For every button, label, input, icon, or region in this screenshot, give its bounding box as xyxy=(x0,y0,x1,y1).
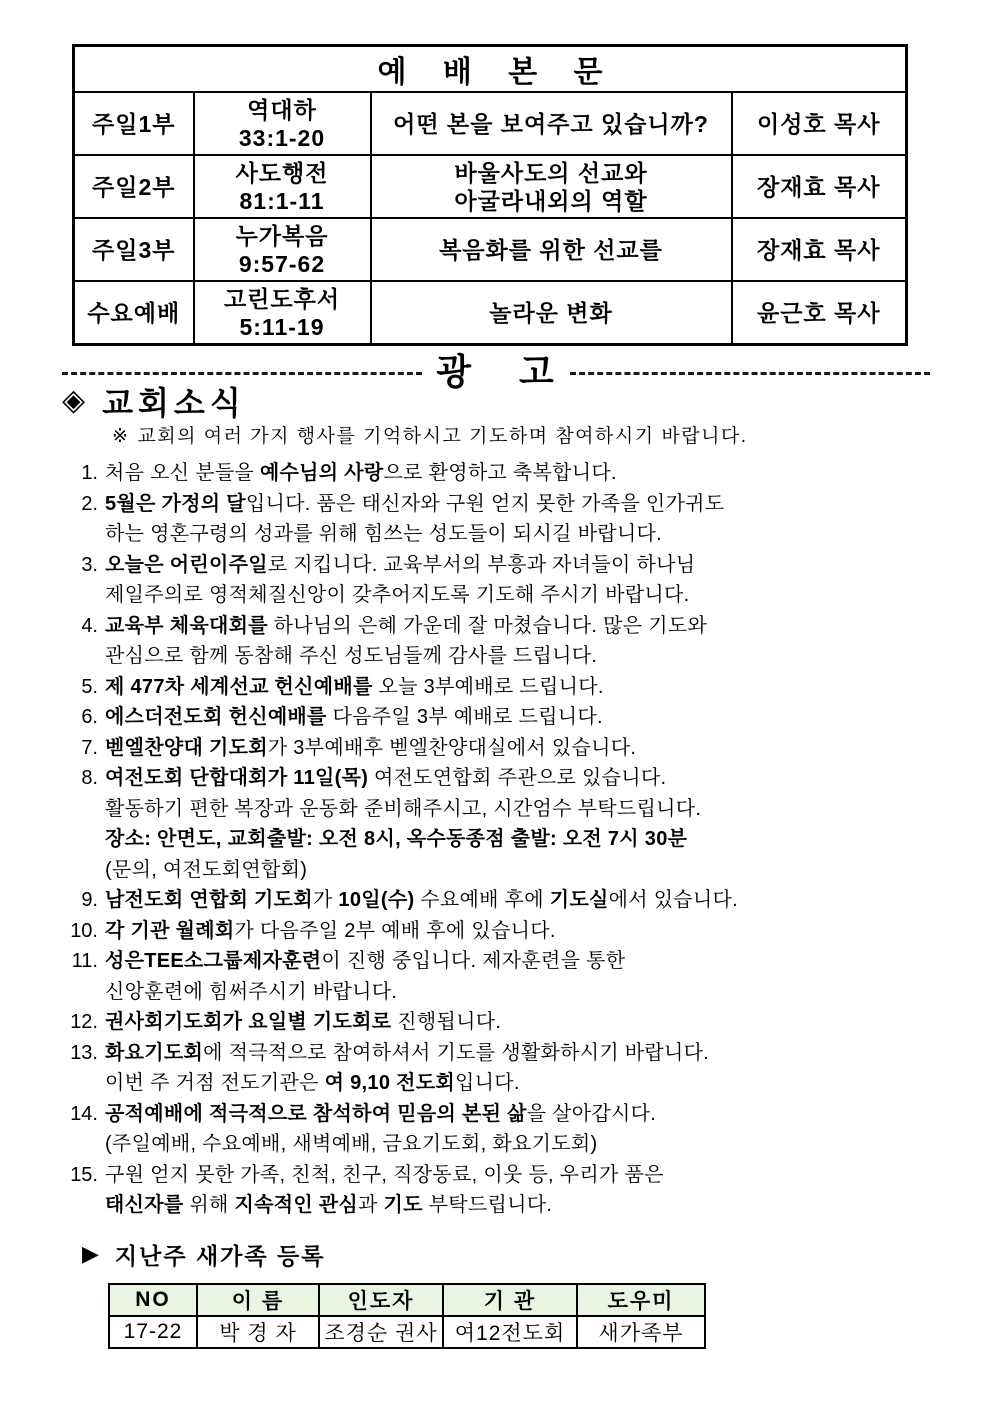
announcement-lines xyxy=(105,672,604,703)
pastor-cell: 장재효 목사 xyxy=(732,155,907,218)
announcement-item xyxy=(62,672,934,703)
announcement-item xyxy=(62,1099,934,1160)
announcement-list xyxy=(62,458,934,1221)
announcement-item xyxy=(62,1007,934,1038)
announcement-number: 15. xyxy=(70,1163,98,1186)
text-run: 교육부 체육대회를 xyxy=(105,614,268,637)
triangle-icon: ▶ xyxy=(82,1241,101,1267)
announcement-number: 1. xyxy=(81,462,98,484)
announcement-lines xyxy=(105,1038,709,1099)
scripture-line: 역대하 xyxy=(247,96,317,123)
text-run: 수요예배 후에 xyxy=(414,889,550,911)
text-run: 관심으로 함께 동참해 주신 성도님들께 감사를 드립니다. xyxy=(105,645,598,667)
worship-table xyxy=(72,44,908,346)
new-family-table-header-row xyxy=(109,1284,705,1316)
text-run: 예수님의 사랑 xyxy=(259,462,384,484)
text-run: 위해 xyxy=(183,1194,235,1216)
text-run: 남전도회 연합회 기도회 xyxy=(105,889,313,911)
announcement-number: 9. xyxy=(81,889,98,911)
text-run: 하나님의 은혜 가운데 잘 마쳤습니다. 많은 기도와 xyxy=(267,614,708,637)
announcement-line xyxy=(105,855,701,886)
announcement-number: 2. xyxy=(81,492,98,515)
announcement-item xyxy=(62,733,934,764)
scripture-line: 사도행전 xyxy=(235,159,329,186)
announcement-lines xyxy=(105,611,707,672)
sermon-title-line: 놀라운 변화 xyxy=(489,299,613,326)
announcement-line xyxy=(105,763,701,794)
announcement-line xyxy=(105,733,636,764)
announcement-item xyxy=(62,458,934,489)
announcement-number: 12. xyxy=(70,1011,98,1033)
announcement-line xyxy=(105,1160,664,1191)
announcements-divider-label: 광 고 xyxy=(436,350,556,392)
new-family-header-cell: 도우미 xyxy=(577,1284,705,1316)
scripture-cell xyxy=(194,218,371,281)
announcement-number: 10. xyxy=(70,919,98,942)
worship-table-row xyxy=(74,92,907,155)
announcement-line xyxy=(105,611,707,642)
text-run: 공적예배에 적극적으로 참석하여 믿음의 본된 삶 xyxy=(105,1102,527,1125)
announcement-number: 11. xyxy=(71,950,98,972)
divider-dash-right xyxy=(570,372,930,375)
announcement-number: 14. xyxy=(70,1102,98,1125)
text-run: 가 다음주일 2부 예배 후에 있습니다. xyxy=(234,919,556,942)
text-run: 벧엘찬양대 기도회 xyxy=(105,736,268,759)
worship-table-row xyxy=(74,218,907,281)
sermon-title-cell xyxy=(371,92,732,155)
new-family-cell: 17-22 xyxy=(109,1316,197,1348)
announcement-line xyxy=(105,1068,709,1099)
announcement-line xyxy=(105,641,707,672)
announcement-lines xyxy=(105,916,556,947)
sermon-title-cell xyxy=(371,218,732,281)
scripture-line: 81:1-11 xyxy=(239,187,325,214)
announcement-lines xyxy=(105,1160,664,1221)
announcement-item xyxy=(62,550,934,611)
new-family-cell: 조경순 권사 xyxy=(319,1316,443,1348)
announcement-lines xyxy=(105,550,695,611)
text-run: 5월은 가정의 달 xyxy=(105,492,246,515)
announcement-item xyxy=(62,1160,934,1221)
announcement-number: 13. xyxy=(70,1041,98,1064)
announcement-line xyxy=(105,550,695,581)
text-run: 으로 환영하고 축복합니다. xyxy=(383,462,617,484)
text-run: 가 xyxy=(312,889,339,911)
announcement-number: 6. xyxy=(81,706,98,728)
announcement-line xyxy=(105,672,604,703)
text-run: 권사회기도회가 요일별 기도회로 xyxy=(105,1011,392,1033)
worship-table-title: 예 배 본 문 xyxy=(74,46,907,93)
announcement-line xyxy=(105,946,625,977)
text-run: 여 9,10 전도회 xyxy=(324,1072,455,1094)
service-cell: 주일2부 xyxy=(74,155,194,218)
text-run: (주일예배, 수요예배, 새벽예배, 금요기도회, 화요기도회) xyxy=(105,1133,598,1155)
service-cell: 주일3부 xyxy=(74,218,194,281)
announcement-line xyxy=(105,519,724,550)
church-news-heading-label: 교회소식 xyxy=(102,385,246,421)
text-run: 에스더전도회 헌신예배를 xyxy=(105,706,327,728)
text-run: 진행됩니다. xyxy=(391,1011,502,1033)
reference-mark-icon: ※ xyxy=(112,426,130,447)
text-run: 제일주의로 영적체질신앙이 갖추어지도록 기도해 주시기 바랍니다. xyxy=(105,584,690,606)
sermon-title-line: 어떤 본을 보여주고 있습니까? xyxy=(393,110,709,137)
divider-dash-left xyxy=(62,372,422,375)
announcement-line xyxy=(105,580,695,611)
announcement-line xyxy=(105,1099,656,1130)
text-run: 여전도회 단합대회가 11일(목) xyxy=(105,767,369,789)
text-run: 이 진행 중입니다. 제자훈련을 통한 xyxy=(321,950,626,972)
service-cell: 주일1부 xyxy=(74,92,194,155)
announcement-lines xyxy=(105,885,738,916)
announcement-line xyxy=(105,1007,501,1038)
announcement-line xyxy=(105,885,738,916)
announcement-item xyxy=(62,763,934,885)
announcement-line xyxy=(105,794,701,825)
scripture-cell xyxy=(194,155,371,218)
text-run: 처음 오신 분들을 xyxy=(105,462,260,484)
new-family-header-cell: NO xyxy=(109,1284,197,1316)
new-family-cell: 새가족부 xyxy=(577,1316,705,1348)
new-family-heading xyxy=(82,1238,325,1271)
sermon-title-line: 바울사도의 선교와 xyxy=(454,159,648,186)
announcement-lines xyxy=(105,702,603,733)
announcement-line xyxy=(105,458,617,489)
text-run: 입니다. 품은 태신자와 구원 얻지 못한 가족을 인가귀도 xyxy=(245,492,725,515)
announcement-item xyxy=(62,916,934,947)
new-family-table xyxy=(108,1283,706,1349)
service-cell: 수요예배 xyxy=(74,281,194,345)
announcement-number: 4. xyxy=(81,614,98,637)
scripture-line: 9:57-62 xyxy=(238,250,326,277)
announcement-item xyxy=(62,702,934,733)
new-family-header-cell: 기 관 xyxy=(443,1284,577,1316)
text-run: (문의, 여전도회연합회) xyxy=(105,858,308,881)
text-run: 이번 주 거점 전도기관은 xyxy=(105,1072,325,1094)
sermon-title-line: 복음화를 위한 선교를 xyxy=(439,236,663,263)
text-run: 입니다. xyxy=(454,1072,520,1094)
text-run: 10일(수) xyxy=(338,889,415,911)
text-run: 오늘 3부예배로 드립니다. xyxy=(372,675,604,698)
text-run: 기도실 xyxy=(549,889,609,911)
text-run: 과 xyxy=(358,1194,384,1216)
text-run: 다음주일 3부 예배로 드립니다. xyxy=(326,706,603,728)
announcement-line xyxy=(105,489,724,520)
announcement-item xyxy=(62,489,934,550)
pastor-cell: 장재효 목사 xyxy=(732,218,907,281)
announcement-item xyxy=(62,946,934,1007)
announcement-line xyxy=(105,916,556,947)
text-run: 화요기도회 xyxy=(105,1041,204,1064)
worship-table-title-row xyxy=(74,46,907,93)
announcement-line xyxy=(105,1129,656,1160)
church-news-note-text: 교회의 여러 가지 행사를 기억하시고 기도하며 참여하시기 바랍니다. xyxy=(137,426,748,447)
announcement-number: 7. xyxy=(81,736,98,759)
announcement-lines xyxy=(105,1007,501,1038)
pastor-cell: 이성호 목사 xyxy=(732,92,907,155)
text-run: 성은TEE소그룹제자훈련 xyxy=(105,950,322,972)
announcement-lines xyxy=(105,489,724,550)
church-news-note xyxy=(112,421,748,448)
scripture-cell xyxy=(194,92,371,155)
text-run: 에 적극적으로 참여하셔서 기도를 생활화하시기 바랍니다. xyxy=(203,1041,710,1064)
sermon-title-line: 아굴라내외의 역할 xyxy=(454,187,648,214)
text-run: 가 3부예배후 벧엘찬양대실에서 있습니다. xyxy=(267,736,637,759)
announcement-line xyxy=(105,1038,709,1069)
new-family-cell: 여12전도회 xyxy=(443,1316,577,1348)
announcement-lines xyxy=(105,763,701,885)
diamond-icon: ◈ xyxy=(62,383,91,418)
announcement-item xyxy=(62,1038,934,1099)
text-run: 로 지킵니다. 교육부서의 부흥과 자녀들이 하나님 xyxy=(267,553,696,576)
text-run: 지속적인 관심 xyxy=(234,1194,359,1216)
announcement-lines xyxy=(105,733,636,764)
text-run: 에서 있습니다. xyxy=(608,889,739,911)
text-run: 여전도연합회 주관으로 있습니다. xyxy=(368,767,667,789)
worship-table-row xyxy=(74,155,907,218)
text-run: 태신자를 xyxy=(105,1194,184,1216)
announcement-lines xyxy=(105,946,625,1007)
church-news-heading xyxy=(62,378,246,424)
announcement-line xyxy=(105,824,701,855)
text-run: 구원 얻지 못한 가족, 친척, 친구, 직장동료, 이웃 등, 우리가 품은 xyxy=(105,1163,664,1186)
text-run: 오늘은 어린이주일 xyxy=(105,553,268,576)
scripture-line: 누가복음 xyxy=(235,222,329,249)
scripture-line: 5:11-19 xyxy=(239,313,325,340)
announcement-line xyxy=(105,702,603,733)
text-run: 하는 영혼구령의 성과를 위해 힘쓰는 성도들이 되시길 바랍니다. xyxy=(105,523,662,545)
text-run: 을 살아갑시다. xyxy=(526,1102,657,1125)
announcement-number: 3. xyxy=(81,553,98,576)
table-row xyxy=(109,1316,705,1348)
text-run: 기도 xyxy=(383,1194,423,1216)
new-family-header-cell: 이 름 xyxy=(197,1284,319,1316)
new-family-cell: 박 경 자 xyxy=(197,1316,319,1348)
announcement-lines xyxy=(105,1099,656,1160)
announcement-item xyxy=(62,611,934,672)
announcement-line xyxy=(105,1190,664,1221)
announcement-number: 5. xyxy=(81,675,98,698)
worship-table-body xyxy=(74,92,907,345)
announcement-line xyxy=(105,977,625,1008)
text-run: 제 477차 세계선교 헌신예배를 xyxy=(105,675,373,698)
text-run: 부탁드립니다. xyxy=(422,1194,553,1216)
text-run: 활동하기 편한 복장과 운동화 준비해주시고, 시간엄수 부탁드립니다. xyxy=(105,797,702,820)
new-family-table-body xyxy=(109,1316,705,1348)
announcement-item xyxy=(62,885,934,916)
worship-table-row xyxy=(74,281,907,345)
new-family-heading-label: 지난주 새가족 등록 xyxy=(114,1243,326,1269)
text-run: 장소: 안면도, 교회출발: 오전 8시, 옥수동종점 출발: 오전 7시 30분 xyxy=(105,828,688,850)
scripture-line: 33:1-20 xyxy=(238,124,326,151)
text-run: 신앙훈련에 힘써주시기 바랍니다. xyxy=(105,980,398,1003)
sermon-title-cell xyxy=(371,155,732,218)
scripture-line: 고린도후서 xyxy=(223,285,341,312)
new-family-header-cell: 인도자 xyxy=(319,1284,443,1316)
pastor-cell: 윤근호 목사 xyxy=(732,281,907,345)
sermon-title-cell xyxy=(371,281,732,345)
scripture-cell xyxy=(194,281,371,345)
announcement-number: 8. xyxy=(81,767,98,789)
announcement-lines xyxy=(105,458,617,489)
text-run: 각 기관 월례회 xyxy=(105,919,235,942)
